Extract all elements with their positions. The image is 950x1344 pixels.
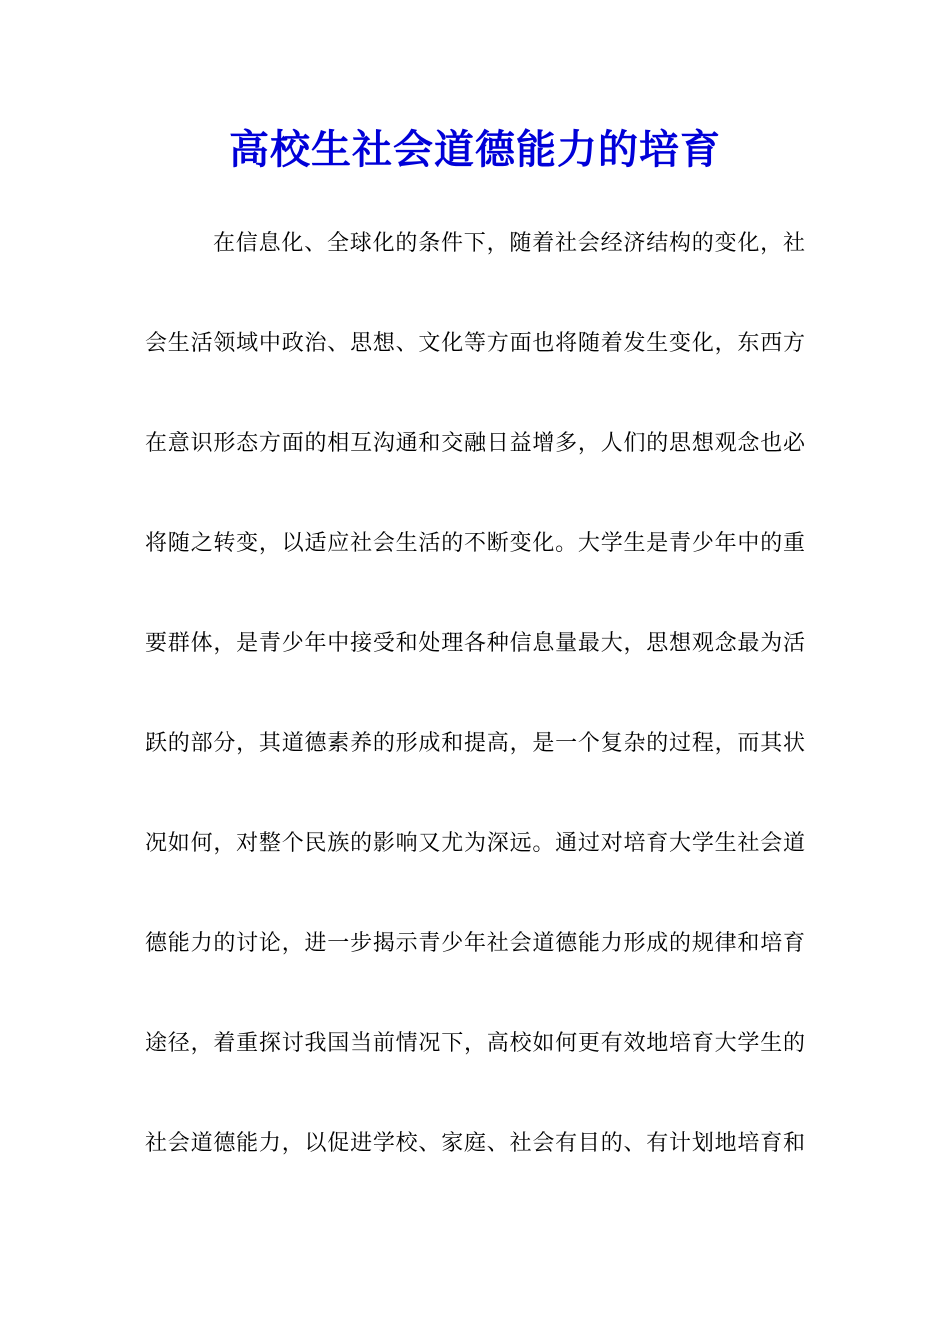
document-title: 高校生社会道德能力的培育 (229, 126, 721, 173)
paragraph-line-5: 要群体，是青少年中接受和处理各种信息量最大，思想观念最为活 (145, 631, 805, 656)
document-body (145, 217, 805, 1217)
paragraph-line-2: 会生活领域中政治、思想、文化等方面也将随着发生变化，东西方 (145, 331, 805, 356)
paragraph-line-9: 途径，着重探讨我国当前情况下，高校如何更有效地培育大学生的 (145, 1031, 805, 1056)
paragraph-line-7: 况如何，对整个民族的影响又尤为深远。通过对培育大学生社会道 (145, 831, 805, 856)
paragraph-line-6: 跃的部分，其道德素养的形成和提高，是一个复杂的过程，而其状 (145, 731, 805, 756)
paragraph-line-4: 将随之转变，以适应社会生活的不断变化。大学生是青少年中的重 (145, 531, 805, 556)
paragraph-line-1: 在信息化、全球化的条件下，随着社会经济结构的变化，社 (213, 231, 805, 256)
paragraph-line-3: 在意识形态方面的相互沟通和交融日益增多，人们的思想观念也必 (145, 431, 805, 456)
paragraph-line-8: 德能力的讨论，进一步揭示青少年社会道德能力形成的规律和培育 (145, 931, 805, 956)
paragraph-line-10: 社会道德能力，以促进学校、家庭、社会有目的、有计划地培育和 (145, 1131, 805, 1156)
